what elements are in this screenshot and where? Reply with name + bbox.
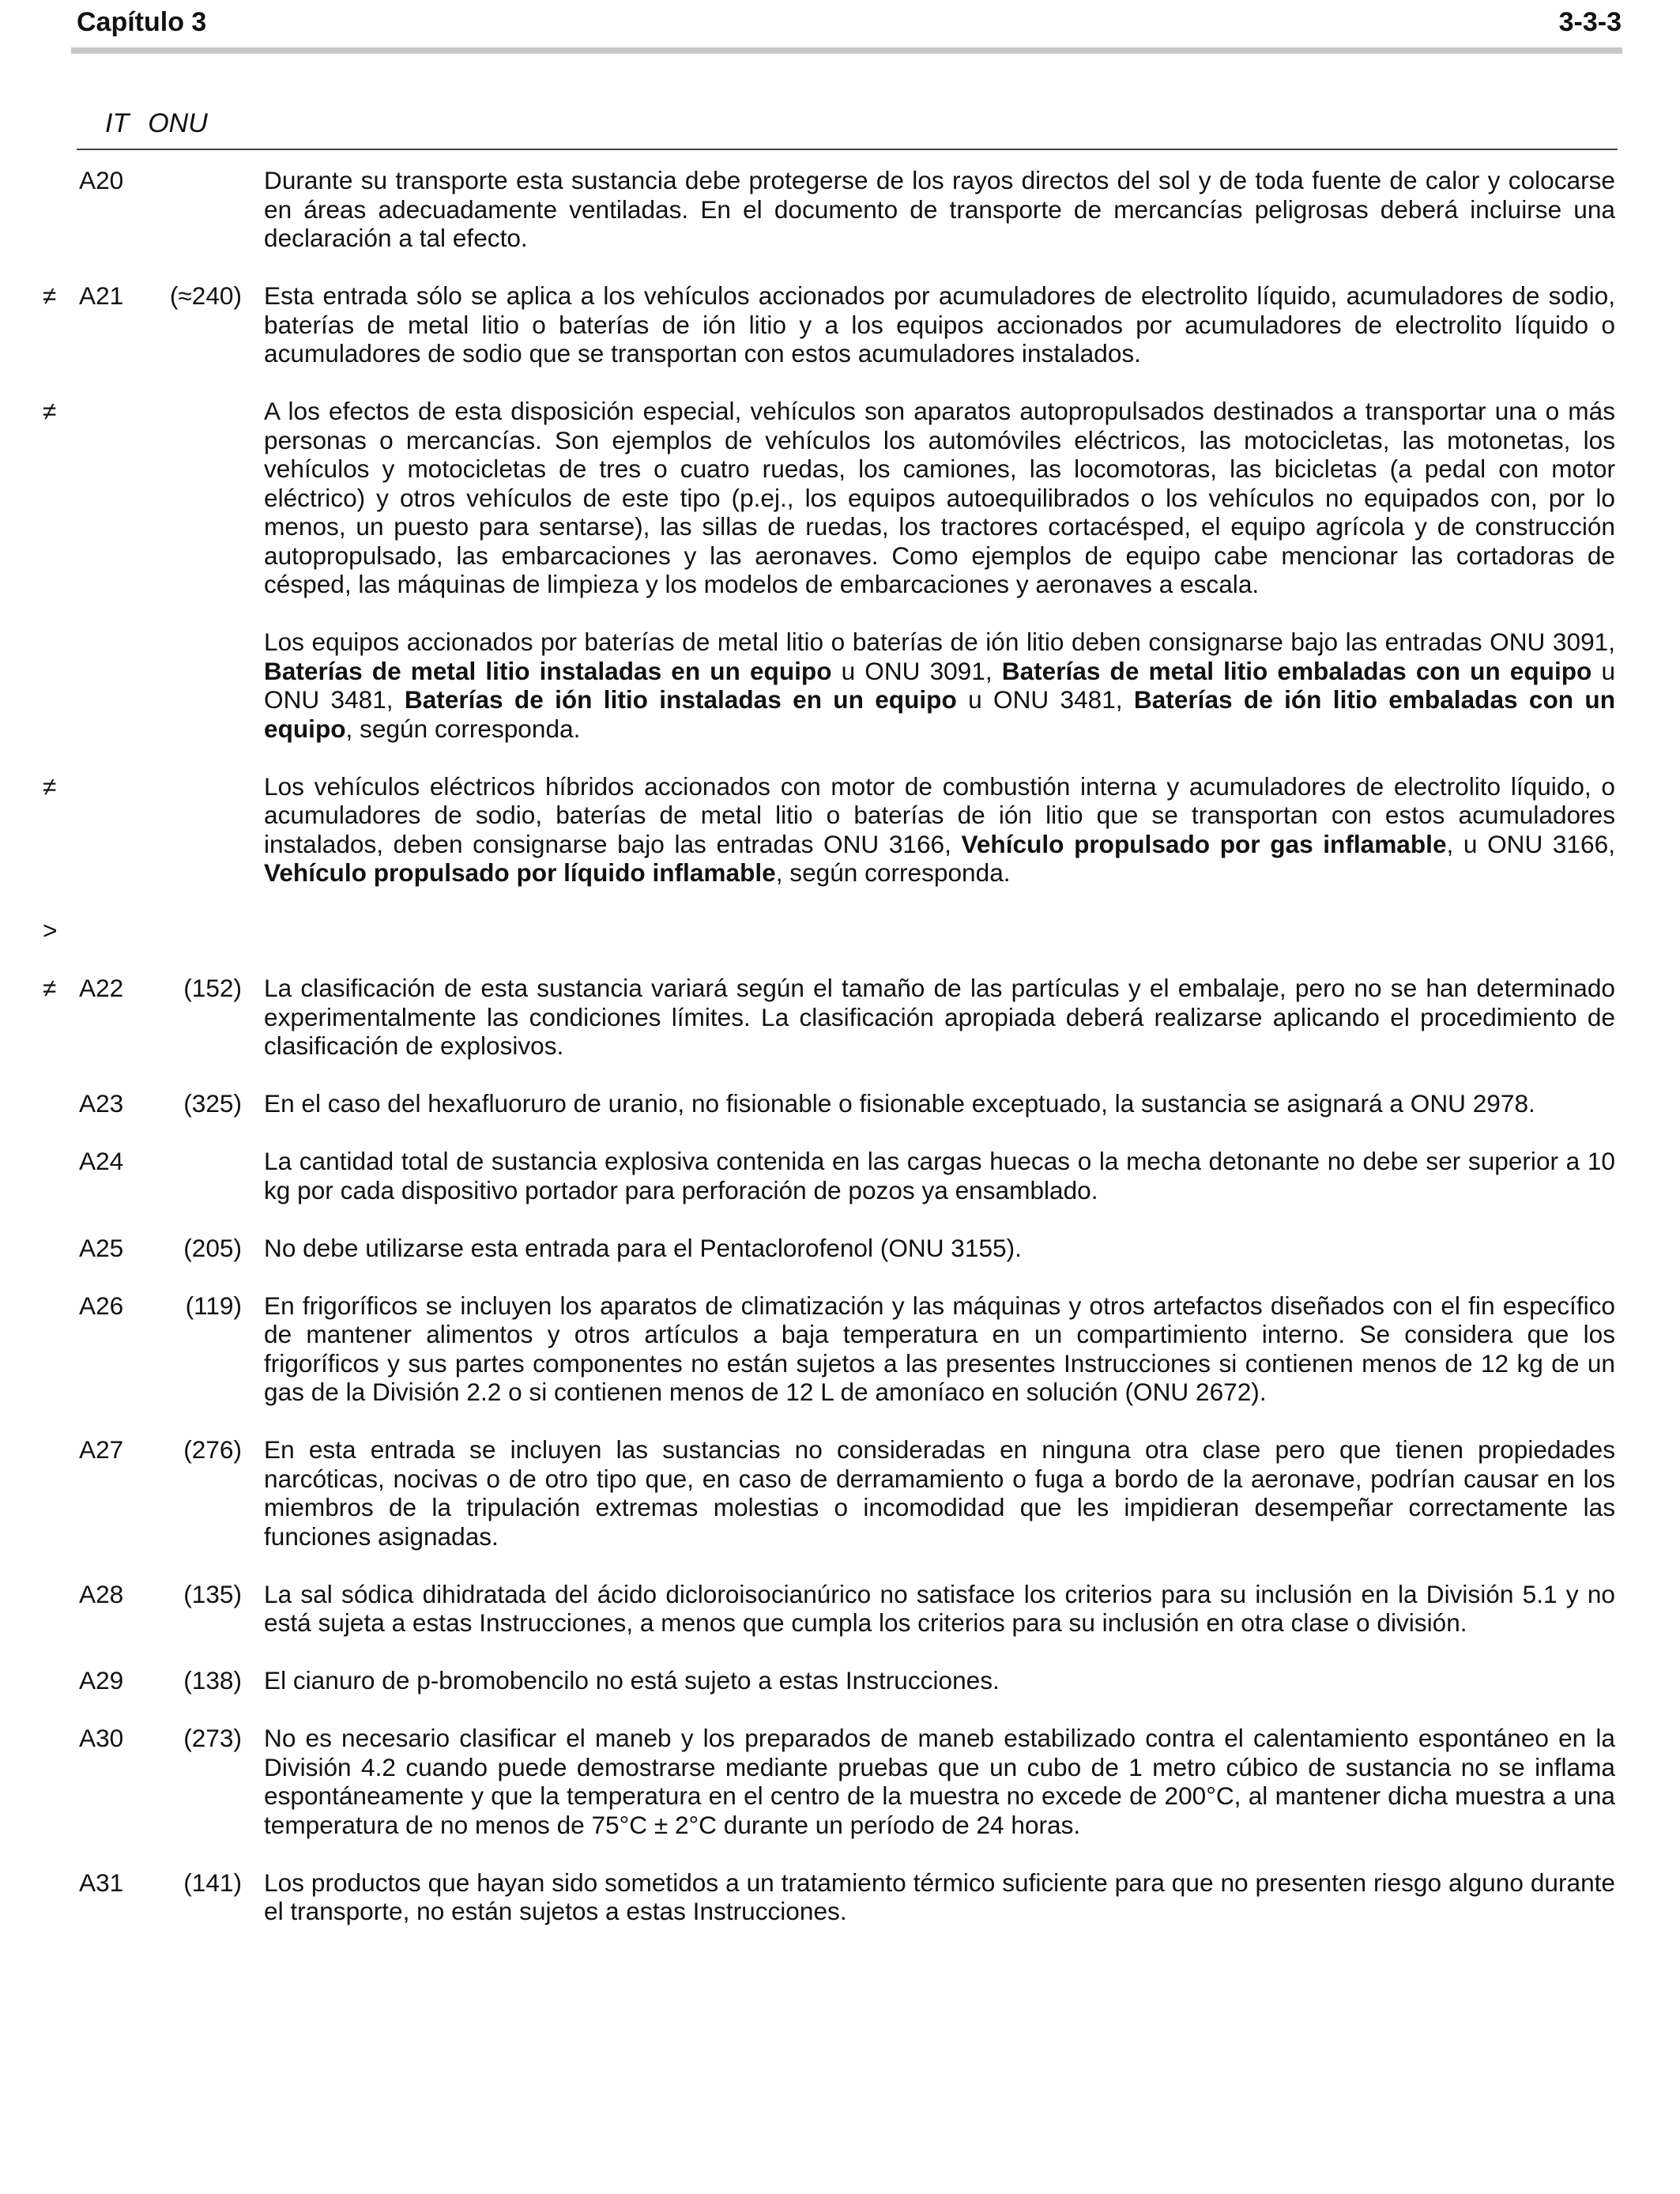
text-segment: A los efectos de esta disposición especial, vehículos son aparatos autopropulsados destinados a transportar una o más personas o mercancías. Son ejemplos de vehículos los automóviles eléctricos, las motocicletas, las motonetas, los vehículos y motocicletas de tres o cuatro ruedas, los camiones, las locomotoras, las bicicletas (a pedal con motor eléctrico) y otros vehículos de este tipo (p.ej., los equipos autoequilibrados o los vehículos no equipados con, por lo menos, un puesto para sentarse), las sillas de ruedas, los tractores cortacésped, el equipo agrícola y de construcción autopropulsado, las embarcaciones y las aeronaves. Como ejemplos de equipo cabe mencionar las cortadoras de césped, las máquinas de limpieza y los modelos de embarcaciones y aeronaves a escala. — [264, 397, 1615, 598]
un-reference: (273) — [183, 1724, 242, 1752]
provision-text — [264, 1435, 1615, 1551]
chapter-title: Capítulo 3 — [77, 7, 207, 37]
provision-entry — [0, 1666, 1680, 1695]
provision-text — [264, 1724, 1615, 1839]
provision-text — [264, 1234, 1615, 1263]
provision-entry — [0, 1234, 1680, 1263]
text-segment: , u ONU 3166, — [1446, 829, 1615, 858]
column-labels — [105, 106, 227, 141]
bold-entry-name: Vehículo propulsado por gas inflamable — [961, 829, 1447, 858]
provision-code: A20 — [79, 166, 124, 194]
provision-text — [264, 1868, 1615, 1926]
column-label-onu: ONU — [148, 108, 208, 138]
un-reference: (135) — [183, 1579, 242, 1608]
provision-code: A31 — [79, 1868, 124, 1897]
text-segment: La cantidad total de sustancia explosiva contenida en las cargas huecas o la mecha detonante no debe ser superior a 10 kg por cada dispositivo portador para perforación de pozos ya ensamblado. — [264, 1147, 1615, 1204]
special-provisions-list — [0, 166, 1680, 1955]
text-segment: En el caso del hexafluoruro de uranio, no fisionable o fisionable exceptuado, la sustancia se asignará a ONU 2978. — [264, 1089, 1535, 1118]
change-marker: ≠ — [43, 397, 57, 425]
provision-code: A24 — [79, 1147, 124, 1175]
provision-text — [264, 1291, 1615, 1407]
text-segment: Los vehículos eléctricos híbridos accionados con motor de combustión interna y acumuladores de electrolito líquido, o acumuladores de sodio, baterías de metal litio o baterías de ión litio que se transportan con estos acumuladores instalados, deben consignarse bajo las entradas ONU 3166, — [264, 771, 1615, 858]
text-segment: En frigoríficos se incluyen los aparatos de climatización y las máquinas y otros artefactos diseñados con el fin específico de mantener alimentos y otros artículos a baja temperatura en un compartimiento interno. Se considera que los frigoríficos y sus partes componentes no están sujetos a las presentes Instrucciones si contienen menos de 12 kg de un gas de la División 2.2 o si contienen menos de 12 L de amoníaco en solución (ONU 2672). — [264, 1291, 1615, 1406]
provision-text — [264, 916, 1615, 945]
provision-code: A26 — [79, 1291, 124, 1320]
change-marker: ≠ — [43, 281, 57, 310]
provision-code: A29 — [79, 1666, 124, 1695]
un-reference: (325) — [183, 1089, 242, 1118]
provision-code: A23 — [79, 1089, 124, 1118]
provision-entry — [0, 1580, 1680, 1638]
provision-text — [264, 1147, 1615, 1204]
un-reference: (138) — [183, 1666, 242, 1695]
provision-entry — [0, 1291, 1680, 1407]
text-segment: En esta entrada se incluyen las sustancias no consideradas en ninguna otra clase pero que tienen propiedades narcóticas, nocivas o de otro tipo que, en caso de derramamiento o fuga a bordo de la aeronave, podrían causar en los miembros de la tripulación extremas molestias o incomodidad que les impidieran desempeñar correctamente las funciones asignadas. — [264, 1435, 1615, 1551]
text-segment: Los productos que hayan sido sometidos a un tratamiento térmico suficiente para que no presenten riesgo alguno durante el transporte, no están sujetos a estas Instrucciones. — [264, 1868, 1615, 1925]
text-segment: No es necesario clasificar el maneb y los preparados de maneb estabilizado contra el calentamiento espontáneo en la División 4.2 cuando puede demostrarse mediante pruebas que un cubo de 1 metro cúbico de sustancia no se inflama espontáneamente y que la temperatura en el centro de la muestra no excede de 200°C, al mantener dicha muestra a una temperatura de no menos de 75°C ± 2°C durante un período de 24 horas. — [264, 1724, 1615, 1839]
text-segment: No debe utilizarse esta entrada para el Pentaclorofenol (ONU 3155). — [264, 1233, 1022, 1262]
provision-text — [264, 628, 1615, 743]
text-segment: , según corresponda. — [775, 858, 1011, 887]
provision-entry — [0, 1724, 1680, 1839]
text-segment: Los equipos accionados por baterías de metal litio o baterías de ión litio deben consignarse bajo las entradas ONU 3091, — [264, 628, 1615, 656]
provision-entry — [0, 166, 1680, 253]
column-label-it: IT — [105, 108, 130, 138]
un-reference: (276) — [183, 1435, 242, 1464]
text-segment: La clasificación de esta sustancia variará según el tamaño de las partículas y el embalaje, pero no se han determinado experimentalmente las condiciones límites. La clasificación apropiada deberá realizarse aplicando el procedimiento de clasificación de explosivos. — [264, 974, 1615, 1060]
un-reference: (≈240) — [169, 281, 242, 310]
provision-text — [264, 1666, 1615, 1695]
provision-code: A21 — [79, 281, 124, 310]
provision-entry — [0, 974, 1680, 1061]
text-segment: u ONU 3481, — [956, 685, 1134, 714]
provision-entry — [0, 628, 1680, 743]
provision-text — [264, 772, 1615, 888]
provision-code: A30 — [79, 1724, 124, 1752]
provision-code: A25 — [79, 1233, 124, 1262]
change-marker: ≠ — [43, 771, 57, 801]
bold-entry-name: Baterías de metal litio instaladas en un equipo — [264, 656, 832, 685]
provision-entry — [0, 397, 1680, 599]
change-marker: ≠ — [43, 974, 57, 1002]
provision-text — [264, 1580, 1615, 1638]
provision-text — [264, 281, 1615, 368]
bold-entry-name: Vehículo propulsado por líquido inflamable — [264, 858, 776, 887]
text-segment: El cianuro de p-bromobencilo no está sujeto a estas Instrucciones. — [264, 1666, 1000, 1695]
provision-entry — [0, 1147, 1680, 1204]
provision-entry — [0, 1435, 1680, 1551]
provision-code: A22 — [79, 974, 124, 1002]
provision-text — [264, 1089, 1615, 1118]
bold-entry-name: Baterías de ión litio instaladas en un equipo — [404, 685, 957, 714]
text-segment: u ONU 3091, — [831, 656, 1002, 685]
text-segment: Durante su transporte esta sustancia debe protegerse de los rayos directos del sol y de toda fuente de calor y colocarse en áreas adecuadamente ventiladas. En el documento de transporte de mercancías peligrosas deberá incluirse una declaración a tal efecto. — [264, 166, 1615, 252]
bold-entry-name: Baterías de ión litio embaladas con un equipo — [264, 685, 1615, 743]
text-segment: u ONU 3481, — [264, 656, 1616, 714]
provision-text — [264, 974, 1615, 1061]
provision-entry — [0, 916, 1680, 945]
un-reference: (205) — [183, 1233, 242, 1262]
un-reference: (152) — [183, 974, 242, 1002]
provision-entry — [0, 1868, 1680, 1926]
un-reference: (119) — [185, 1291, 242, 1320]
text-segment: Esta entrada sólo se aplica a los vehículos accionados por acumuladores de electrolito líquido, acumuladores de sodio, baterías de metal litio o baterías de ión litio y a los equipos accionados por acumuladores de electrolito líquido o acumuladores de sodio que se transportan con estos acumuladores instalados. — [264, 281, 1615, 368]
page-number: 3-3-3 — [1558, 7, 1622, 37]
text-segment: La sal sódica dihidratada del ácido dicloroisocianúrico no satisface los criterios para su inclusión en la División 5.1 y no está sujeta a estas Instrucciones, a menos que cumpla los criterios para su inclusión en otra clase o división. — [264, 1579, 1615, 1637]
bold-entry-name: Baterías de metal litio embaladas con un equipo — [1001, 656, 1592, 685]
provision-code: A28 — [79, 1579, 124, 1608]
column-rule — [77, 149, 1618, 150]
provision-code: A27 — [79, 1435, 124, 1464]
text-segment: , según corresponda. — [345, 714, 581, 743]
provision-entry — [0, 1089, 1680, 1118]
header-rule — [71, 47, 1622, 54]
change-marker: > — [43, 916, 58, 944]
provision-entry — [0, 772, 1680, 888]
provision-text — [264, 166, 1615, 253]
un-reference: (141) — [183, 1868, 242, 1897]
provision-text — [264, 397, 1615, 599]
provision-entry — [0, 281, 1680, 368]
